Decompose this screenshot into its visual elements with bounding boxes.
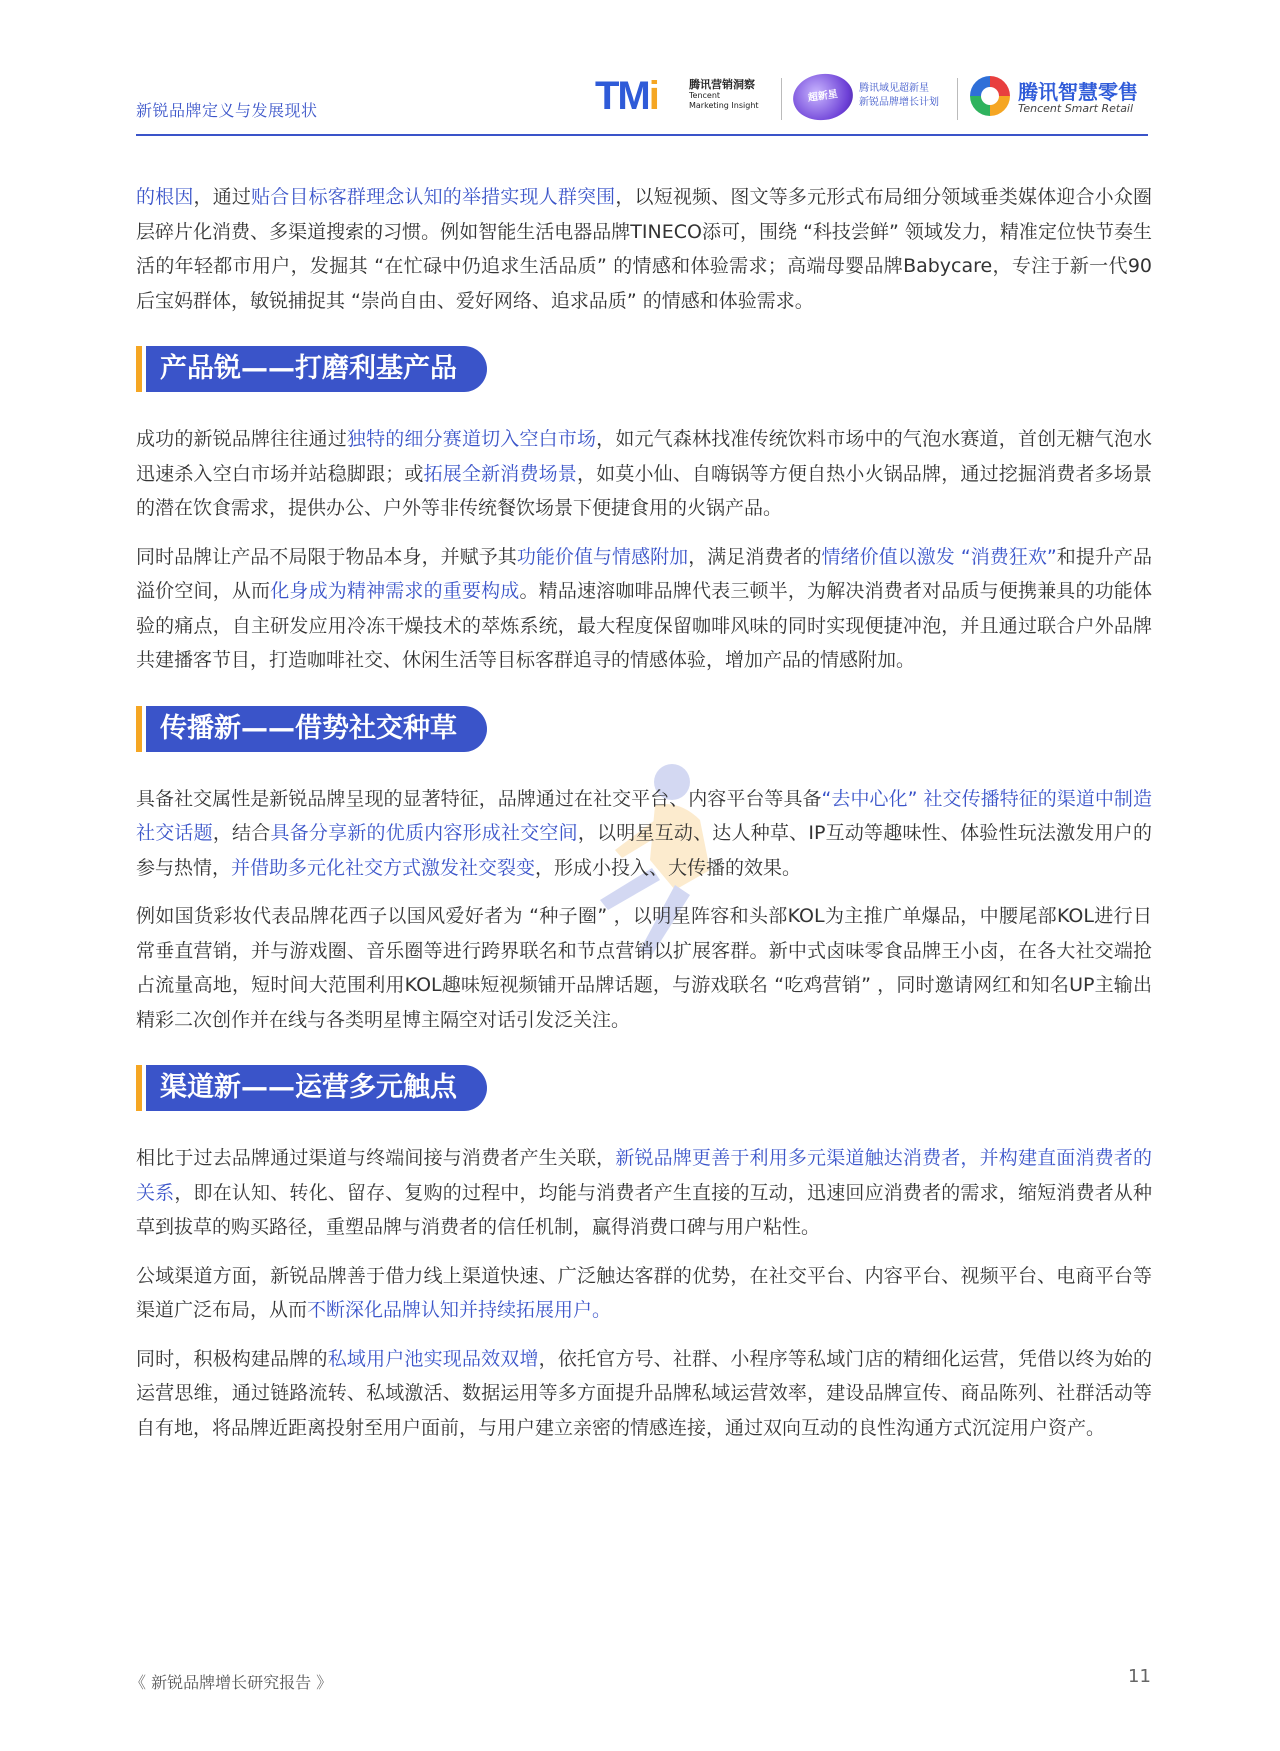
body-text: 。精品速溶咖啡品牌代表三顿半，为解决消费者对品质与便携兼具的功能体验的痛点，自主研发应用冷冻干燥技术的萃炼系统，最大程度保留咖啡风味的同时实现便捷冲泡，并且通过联合户外品牌共建播客节目，打造咖啡社交、休闲生活等目标客群追寻的情感体验，增加产品的情感附加。 xyxy=(136,580,1152,671)
highlighted-text: 情绪价值以激发 “消费狂欢” xyxy=(821,545,1057,568)
section-paragraph xyxy=(136,422,1152,526)
intro-paragraph xyxy=(136,180,1152,318)
supernova-logo xyxy=(793,70,953,126)
highlighted-text: 新锐品牌更善于利用多元渠道触达消费者，并构建直面消费者的关系 xyxy=(136,1147,1152,1204)
section-heading xyxy=(136,1065,1152,1111)
section-heading-accent xyxy=(136,706,142,752)
highlighted-text: 贴合目标客群理念认知的举措实现人群突围 xyxy=(251,186,616,208)
body-text: 具备社交属性是新锐品牌呈现的显著特征，品牌通过在社交平台、内容平台等具备 xyxy=(136,787,822,810)
highlighted-text: 并借助多元化社交方式激发社交裂变 xyxy=(231,856,536,879)
header-section-title: 新锐品牌定义与发展现状 xyxy=(136,101,318,120)
tmi-logo xyxy=(595,72,765,122)
main-content xyxy=(136,180,1152,1459)
section-paragraph xyxy=(136,1259,1152,1328)
header-divider xyxy=(136,134,1148,136)
highlighted-text: 私域用户池实现品效双增 xyxy=(327,1347,539,1370)
body-text: 例如国货彩妆代表品牌花西子以国风爱好者为 “种子圈” ，以明星阵容和头部KOL为主推广单爆品，中腰尾部KOL进行日常垂直营销，并与游戏圈、音乐圈等进行跨界联名和节点营销以扩展客群。新中式卤味零食品牌王小卤，在各大社交端抢占流量高地，短时间大范围利用KOL趣味短视频铺开品牌话题，与游戏联名 “吃鸡营销” ，同时邀请网红和知名UP主输出精彩二次创作并在线与各类明星博主隔空对话引发泛关注。 xyxy=(136,905,1152,1031)
highlighted-text: 不断深化品牌认知并持续拓展用户。 xyxy=(307,1299,612,1321)
supernova-badge-icon: 超新星 xyxy=(790,70,856,124)
body-text: ，以短视频、图文等多元形式布局细分领域垂类媒体迎合小众圈层碎片化消费、多渠道搜索的习惯。例如智能生活电器品牌TINECO添可，围绕 “科技尝鲜” 领域发力，精准定位快节奏生活的年轻都市用户，发掘其 “在忙碌中仍追求生活品质” 的情感和体验需求；高端母婴品牌Babycare，专注于新一代90后宝妈群体，敏锐捕捉其 “崇尚自由、爱好网络、追求品质” 的情感和体验需求。 xyxy=(136,186,1152,312)
section-heading xyxy=(136,706,1152,752)
footer-report-title: 《 新锐品牌增长研究报告 》 xyxy=(130,1673,333,1692)
body-text: ，依托官方号、社群、小程序等私域门店的精细化运营，凭借以终为始的运营思维，通过链路流转、私域激活、数据运用等多方面提升品牌私域运营效率，建设品牌宣传、商品陈列、社群活动等自有地，将品牌近距离投射至用户面前，与用户建立亲密的情感连接，通过双向互动的良性沟通方式沉淀用户资产。 xyxy=(136,1347,1152,1439)
body-text: ，以明星互动、达人种草、IP互动等趣味性、体验性玩法激发用户的参与热情， xyxy=(136,822,1152,879)
highlighted-text: 的根因 xyxy=(136,186,194,208)
smart-retail-logo-icon xyxy=(970,76,1010,116)
section-paragraph xyxy=(136,1342,1152,1446)
section-paragraph xyxy=(136,899,1152,1037)
highlighted-text: 拓展全新消费场景 xyxy=(423,462,577,485)
section-heading-accent xyxy=(136,346,142,392)
tmi-logo-mark: TMi xyxy=(595,74,658,118)
logo-divider xyxy=(781,78,782,120)
section-heading-title: 渠道新——运营多元触点 xyxy=(146,1065,487,1111)
highlighted-text: 功能价值与情感附加 xyxy=(516,545,689,568)
section-paragraph xyxy=(136,1141,1152,1245)
body-text: 相比于过去品牌通过渠道与终端间接与消费者产生关联， xyxy=(136,1147,616,1169)
body-text: ，形成小投入、大传播的效果。 xyxy=(535,856,802,879)
body-text: ，即在认知、转化、留存、复购的过程中，均能与消费者产生直接的互动，迅速回应消费者的需求，缩短消费者从种草到拔草的购买路径，重塑品牌与消费者的信任机制，赢得消费口碑与用户粘性。 xyxy=(136,1181,1152,1238)
body-text: 同时品牌让产品不局限于物品本身，并赋予其 xyxy=(136,545,517,568)
tmi-logo-text: 腾讯营销洞察 Tencent Marketing Insight xyxy=(689,78,759,110)
section-heading-title: 传播新——借势社交种草 xyxy=(146,706,487,752)
body-text: ，如莫小仙、自嗨锅等方便自热小火锅品牌，通过挖掘消费者多场景的潜在饮食需求，提供办公、户外等非传统餐饮场景下便捷食用的火锅产品。 xyxy=(136,462,1152,519)
page-number: 11 xyxy=(1128,1666,1151,1687)
page-header xyxy=(0,0,1280,135)
section-communication xyxy=(136,706,1152,1038)
highlighted-text: 具备分享新的优质内容形成社交空间 xyxy=(270,822,578,844)
section-channel xyxy=(136,1065,1152,1445)
section-heading-accent xyxy=(136,1065,142,1111)
tencent-smart-retail-logo: 腾讯智慧零售 Tencent Smart Retail xyxy=(970,72,1170,124)
highlighted-text: “去中心化” 社交传播特征的渠道中制造社交话题 xyxy=(136,787,1152,844)
logo-divider xyxy=(957,78,958,120)
body-text: ，通过 xyxy=(193,186,252,208)
section-heading xyxy=(136,346,1152,392)
highlighted-text: 化身成为精神需求的重要构成 xyxy=(270,580,520,602)
section-heading-title: 产品锐——打磨利基产品 xyxy=(146,346,487,392)
body-text: ，如元气森林找准传统饮料市场中的气泡水赛道，首创无糖气泡水迅速杀入空白市场并站稳脚跟；或 xyxy=(136,428,1152,485)
supernova-logo-text: 腾讯域见超新星 新锐品牌增长计划 xyxy=(859,83,939,108)
body-text: ，满足消费者的 xyxy=(688,545,822,568)
body-text: 和提升产品溢价空间，从而 xyxy=(136,545,1152,602)
body-text: 同时，积极构建品牌的 xyxy=(136,1347,328,1370)
section-product xyxy=(136,346,1152,678)
body-text: 公域渠道方面，新锐品牌善于借力线上渠道快速、广泛触达客群的优势，在社交平台、内容平台、视频平台、电商平台等渠道广泛布局，从而 xyxy=(136,1264,1152,1321)
section-paragraph xyxy=(136,782,1152,886)
highlighted-text: 独特的细分赛道切入空白市场 xyxy=(346,428,597,450)
body-text: ，结合 xyxy=(212,822,271,844)
section-paragraph xyxy=(136,540,1152,678)
body-text: 成功的新锐品牌往往通过 xyxy=(136,428,347,450)
